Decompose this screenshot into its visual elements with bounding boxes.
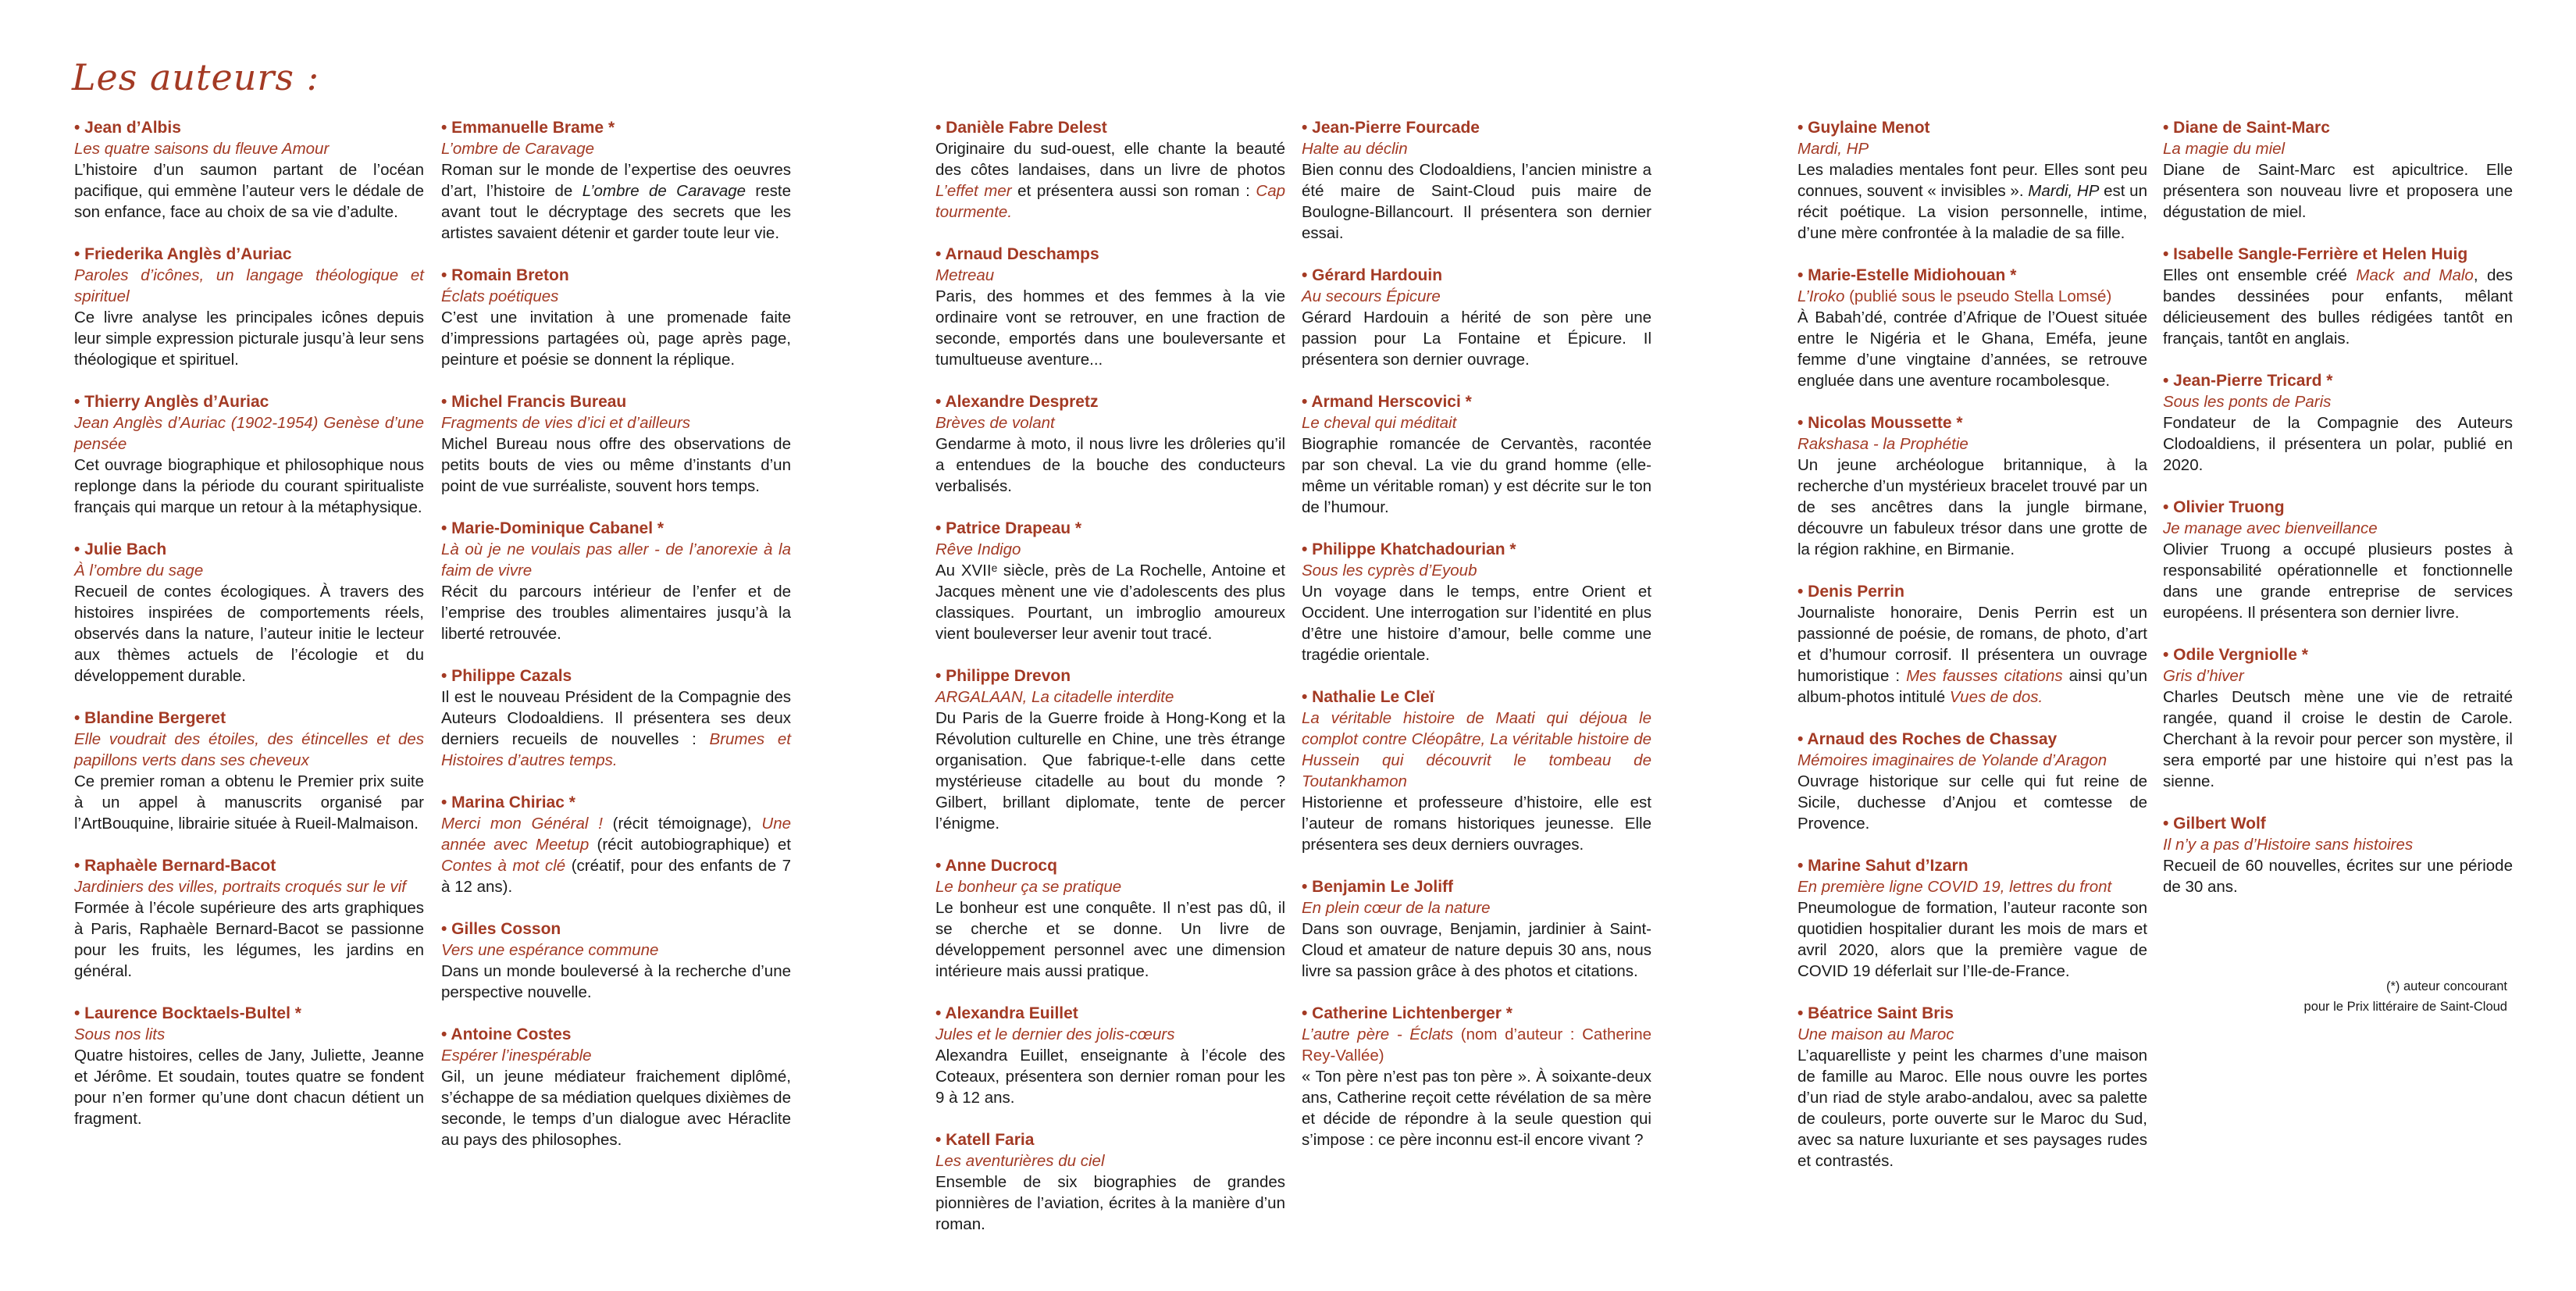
book-description xyxy=(441,687,791,771)
book-title-text: Sous nos lits xyxy=(74,1025,166,1043)
book-title-text: Paroles d’icônes, un langage théologique et spirituel xyxy=(74,266,424,305)
description-text: Biographie romancée de Cervantès, racontée par son cheval. La vie du grand homme (elle-même un véritable roman) y est décrite sur le ton de l’humour. xyxy=(1302,435,1651,516)
description-text: Formée à l’école supérieure des arts graphiques à Paris, Raphaèle Bernard-Bacot se passionne pour les fruits, les légumes, les jardins en général. xyxy=(74,899,424,980)
author-entry xyxy=(441,1024,791,1150)
book-description xyxy=(74,159,424,223)
book-description xyxy=(441,159,791,244)
book-title-text: Le cheval qui méditait xyxy=(1302,414,1457,432)
author-name: • Julie Bach xyxy=(74,540,167,558)
book-title-text: Sous les cyprès d’Eyoub xyxy=(1302,562,1477,580)
book-title xyxy=(935,876,1285,897)
book-description xyxy=(1797,307,2147,391)
author-entry xyxy=(2163,813,2513,897)
description-text: Pneumologue de formation, l’auteur raconte son quotidien hospitalier durant les mois de mars et avril 2020, alors que la première vague de COVID 19 déferlait sur l’Ile-de-France. xyxy=(1797,899,2147,980)
author-name: • Gérard Hardouin xyxy=(1302,266,1443,284)
book-title-text: Les aventurières du ciel xyxy=(935,1152,1105,1170)
book-title xyxy=(74,265,424,307)
author-name: • Friederika Anglès d’Auriac xyxy=(74,245,292,263)
author-column-5 xyxy=(1797,117,2147,1193)
author-entry xyxy=(1302,539,1651,665)
description-text: Ce premier roman a obtenu le Premier prix suite à un appel à manuscrits organisé par l’ArtBouquine, librairie située à Rueil-Malmaison. xyxy=(74,772,424,833)
book-title xyxy=(935,412,1285,433)
author-name: • Katell Faria xyxy=(935,1131,1035,1149)
description-text: Les maladies mentales font peur. Elles sont peu connues, souvent « invisibles ». xyxy=(1797,161,2147,200)
book-description xyxy=(935,138,1285,223)
description-title-ref: Histoires d’autres temps xyxy=(441,751,613,769)
description-title-ref: Une année avec Meetup xyxy=(441,815,791,854)
description-text: Michel Bureau nous offre des observations de petits bouts de vies ou même d’instants d’un point de vue surréaliste, souvent hors temps. xyxy=(441,435,791,495)
book-description xyxy=(74,1045,424,1129)
book-title xyxy=(935,687,1285,708)
book-title-text: Vers une espérance commune xyxy=(441,941,659,959)
book-title-text: Brèves de volant xyxy=(935,414,1055,432)
book-description xyxy=(935,1045,1285,1108)
book-description xyxy=(1797,1045,2147,1172)
author-entry xyxy=(935,1003,1285,1108)
book-title-text: Jules et le dernier des jolis-cœurs xyxy=(935,1025,1175,1043)
description-text: Un jeune archéologue britannique, à la recherche d’un mystérieux bracelet trouvé par un de ses ancêtres dans la jungle birmane, découvre un fabuleux trésor dans une grotte de la région rakhine, en Birmanie. xyxy=(1797,456,2147,558)
description-text: Cet ouvrage biographique et philosophique nous replonge dans la période du courant spiritualiste français qui marque un retour à la métaphysique. xyxy=(74,456,424,516)
book-title xyxy=(441,940,791,961)
author-name: • Marina Chiriac * xyxy=(441,794,575,811)
author-entry xyxy=(935,391,1285,497)
book-title-text: Fragments de vies d’ici et d’ailleurs xyxy=(441,414,691,432)
description-title-ref: et xyxy=(764,730,791,748)
book-description xyxy=(441,433,791,497)
book-title xyxy=(2163,518,2513,539)
book-description xyxy=(1302,159,1651,244)
book-title xyxy=(935,265,1285,286)
book-title xyxy=(74,1024,424,1045)
book-description xyxy=(2163,159,2513,223)
description-text: , des bandes dessinées pour enfants, mêlant délicieusement des bulles rédigées tantôt en français, tantôt en anglais. xyxy=(2163,266,2513,348)
description-title-ref: Brumes xyxy=(709,730,765,748)
book-description xyxy=(441,961,791,1003)
author-entry xyxy=(74,117,424,223)
book-description xyxy=(1302,1066,1651,1150)
book-description xyxy=(1797,771,2147,834)
author-name: • Anne Ducrocq xyxy=(935,857,1057,875)
author-entry xyxy=(1797,412,2147,560)
book-title xyxy=(1302,708,1651,792)
author-column-4 xyxy=(1302,117,1651,1172)
book-description xyxy=(935,433,1285,497)
book-description xyxy=(935,560,1285,644)
author-entry xyxy=(441,117,791,244)
author-name: • Raphaèle Bernard-Bacot xyxy=(74,857,276,875)
book-description xyxy=(441,581,791,644)
book-description xyxy=(2163,539,2513,623)
author-entry xyxy=(935,855,1285,982)
author-name: • Jean-Pierre Tricard * xyxy=(2163,372,2333,390)
book-description xyxy=(74,307,424,370)
author-name: • Catherine Lichtenberger * xyxy=(1302,1004,1512,1022)
author-entry xyxy=(1302,117,1651,244)
description-title-ref: L’ombre de Caravage xyxy=(582,182,746,200)
book-title xyxy=(935,1024,1285,1045)
footnote-line-1: (*) auteur concourant xyxy=(2385,979,2507,993)
description-text: Alexandra Euillet, enseignante à l’école des Coteaux, présentera son dernier roman pour les 9 à 12 ans. xyxy=(935,1047,1285,1107)
description-text: (récit témoignage), xyxy=(602,815,762,833)
book-title xyxy=(2163,391,2513,412)
author-entry xyxy=(74,708,424,834)
description-text: Olivier Truong a occupé plusieurs postes à responsabilité opérationnelle et fonctionnelle dans une grande entreprise de services européens. Il présentera son dernier livre. xyxy=(2163,540,2513,622)
book-title xyxy=(1797,876,2147,897)
book-title xyxy=(1302,412,1651,433)
author-entry xyxy=(935,1129,1285,1235)
description-text: (récit autobiographique) et xyxy=(589,836,792,854)
author-entry xyxy=(935,117,1285,223)
description-text: Dans son ouvrage, Benjamin, jardinier à Saint-Cloud et amateur de nature depuis 30 ans, nous livre sa passion grâce à des photos et citations. xyxy=(1302,920,1651,980)
author-name: • Thierry Anglès d’Auriac xyxy=(74,393,269,411)
description-text: Gendarme à moto, il nous livre les drôleries qu’il a entendues de la bouche des conducteurs verbalisés. xyxy=(935,435,1285,495)
book-description xyxy=(1302,918,1651,982)
author-name: • Antoine Costes xyxy=(441,1025,572,1043)
author-name: • Guylaine Menot xyxy=(1797,119,1930,137)
author-entry xyxy=(441,265,791,370)
description-text: L’histoire d’un saumon partant de l’océan pacifique, qui emmène l’auteur vers le dédale de son enfance, face au choix de sa vie d’adulte. xyxy=(74,161,424,221)
author-entry xyxy=(1302,1003,1651,1150)
book-title-text: Gris d’hiver xyxy=(2163,667,2244,685)
author-name: • Blandine Bergeret xyxy=(74,709,226,727)
author-entry xyxy=(1302,687,1651,855)
author-name: • Jean-Pierre Fourcade xyxy=(1302,119,1480,137)
author-entry xyxy=(2163,117,2513,223)
book-title-text: L’Iroko xyxy=(1797,287,1845,305)
book-description xyxy=(1797,602,2147,708)
book-title xyxy=(74,729,424,771)
description-text: reste avant tout le décryptage des secrets que les artistes savaient détenir et garder toute leur vie. xyxy=(441,182,791,242)
book-title xyxy=(441,412,791,433)
description-text: Originaire du sud-ouest, elle chante la beauté des côtes landaises, dans un livre de photos xyxy=(935,140,1285,179)
book-title-text: Les quatre saisons du fleuve Amour xyxy=(74,140,330,158)
author-column-3 xyxy=(935,117,1285,1256)
book-title xyxy=(1302,560,1651,581)
author-name: • Arnaud des Roches de Chassay xyxy=(1797,730,2058,748)
author-entry xyxy=(2163,244,2513,349)
author-entry xyxy=(74,855,424,982)
author-name: • Philippe Khatchadourian * xyxy=(1302,540,1516,558)
book-title xyxy=(441,1045,791,1066)
book-title-text: En plein cœur de la nature xyxy=(1302,899,1491,917)
author-name: • Laurence Bocktaels-Bultel * xyxy=(74,1004,301,1022)
book-description xyxy=(935,708,1285,834)
book-title xyxy=(2163,665,2513,687)
book-title-text: Halte au déclin xyxy=(1302,140,1408,158)
author-entry xyxy=(1797,1003,2147,1172)
book-title-text: La magie du miel xyxy=(2163,140,2286,158)
description-text: Journaliste honoraire, Denis Perrin est un passionné de poésie, de romans, de photo, d’art et d’humour corrosif. Il présentera un ouvrage humoristique : xyxy=(1797,604,2147,685)
description-title-ref: Vues de dos xyxy=(1949,688,2039,706)
description-text: Charles Deutsch mène une vie de retraité rangée, quand il croise le destin de Carole. Cherchant à la revoir pour percer son mystère, il sera emporté par une histoire qui n’est pas la sienne. xyxy=(2163,688,2513,790)
book-description xyxy=(935,897,1285,982)
book-description xyxy=(1797,897,2147,982)
book-title-text: Jardiniers des villes, portraits croqués sur le vif xyxy=(74,878,406,896)
book-title-text: Metreau xyxy=(935,266,995,284)
description-text: Quatre histoires, celles de Jany, Juliette, Jeanne et Jérôme. Et soudain, toutes quatre se fondent pour n’en former qu’une dont chacun détient un fragment. xyxy=(74,1047,424,1128)
author-entry xyxy=(441,792,791,897)
book-title-text: Au secours Épicure xyxy=(1302,287,1441,305)
author-entry xyxy=(2163,370,2513,476)
description-text: Gérard Hardouin a hérité de son père une passion pour La Fontaine et Épicure. Il présentera son dernier ouvrage. xyxy=(1302,308,1651,369)
description-text: Diane de Saint-Marc est apicultrice. Elle présentera son nouveau livre et proposera une dégustation de miel. xyxy=(2163,161,2513,221)
description-text: C’est une invitation à une promenade faite d’impressions partagées où, page après page, peinture et poésie se donnent la réplique. xyxy=(441,308,791,369)
author-entry xyxy=(441,391,791,497)
footnote-line-2: pour le Prix littéraire de Saint-Cloud xyxy=(2303,1000,2507,1014)
author-entry xyxy=(1797,581,2147,708)
author-entry xyxy=(441,665,791,771)
book-title xyxy=(1797,750,2147,771)
description-text: Ensemble de six biographies de grandes pionnières de l’aviation, écrites à la manière d’un roman. xyxy=(935,1173,1285,1233)
author-name: • Michel Francis Bureau xyxy=(441,393,627,411)
author-entry xyxy=(441,918,791,1003)
author-entry xyxy=(74,539,424,687)
book-title xyxy=(1797,1024,2147,1045)
description-text: (créatif, pour des enfants de 7 à 12 ans). xyxy=(441,857,791,896)
author-name: • Romain Breton xyxy=(441,266,569,284)
author-name: • Emmanuelle Brame * xyxy=(441,119,615,137)
book-title-text: Rakshasa - la Prophétie xyxy=(1797,435,1969,453)
author-entry xyxy=(1302,265,1651,370)
description-text: Du Paris de la Guerre froide à Hong-Kong et la Révolution culturelle en Chine, une très étrange organisation. Que fabrique-t-elle dans cette mystérieuse citadelle au bout du monde ? Gilbert, brillant diplomate, tente de percer l’énigme. xyxy=(935,709,1285,833)
author-name: • Gilles Cosson xyxy=(441,920,561,938)
description-text: Gil, un jeune médiateur fraichement diplômé, s’échappe de sa médiation quelques dixièmes de seconde, le temps d’un dialogue avec Héraclite au pays des philosophes. xyxy=(441,1068,791,1149)
book-description xyxy=(441,813,791,897)
author-name: • Jean d’Albis xyxy=(74,119,181,137)
description-text: ainsi qu’un album-photos intitulé xyxy=(1797,667,2147,706)
author-name: • Philippe Cazals xyxy=(441,667,572,685)
author-entry xyxy=(74,391,424,518)
book-title xyxy=(74,560,424,581)
book-description xyxy=(441,1066,791,1150)
author-entry xyxy=(935,665,1285,834)
book-title xyxy=(1302,286,1651,307)
author-name: • Gilbert Wolf xyxy=(2163,815,2266,833)
author-name: • Denis Perrin xyxy=(1797,583,1904,601)
description-text: Ouvrage historique sur celle qui fut reine de Sicile, duchesse d’Anjou et comtesse de Provence. xyxy=(1797,772,2147,833)
description-title-ref: Mardi, HP xyxy=(2028,182,2100,200)
book-title-text: À l’ombre du sage xyxy=(74,562,204,580)
book-title-note: (nom d’auteur : Catherine Rey-Vallée) xyxy=(1302,1025,1652,1065)
book-title xyxy=(441,539,791,581)
description-text: « Ton père n’est pas ton père ». À soixante-deux ans, Catherine reçoit cette révélation de sa mère et décide de répondre à la seule question qui s’impose : ce père inconnu est-il encore vivant ? xyxy=(1302,1068,1651,1149)
author-name: • Marie-Dominique Cabanel * xyxy=(441,519,664,537)
book-title-text: Elle voudrait des étoiles, des étincelles et des papillons verts dans ses cheveux xyxy=(74,730,424,769)
author-name: • Armand Herscovici * xyxy=(1302,393,1472,411)
book-title xyxy=(74,138,424,159)
book-title xyxy=(1797,138,2147,159)
book-title xyxy=(1302,1024,1651,1066)
description-text: Recueil de contes écologiques. À travers des histoires inspirées de comportements réels, observés dans la nature, l’auteur initie le lecteur aux thèmes actuels de l’écologie et du développement durable. xyxy=(74,583,424,685)
book-description xyxy=(935,1172,1285,1235)
description-text: Un voyage dans le temps, entre Orient et Occident. Une interrogation sur l’identité en plus d’être une histoire d’amour, belle comme une tragédie orientale. xyxy=(1302,583,1651,664)
author-column-2 xyxy=(441,117,791,1172)
author-entry xyxy=(2163,497,2513,623)
book-title xyxy=(2163,138,2513,159)
author-entry xyxy=(441,518,791,644)
author-name: • Marine Sahut d’Izarn xyxy=(1797,857,1969,875)
author-name: • Marie-Estelle Midiohouan * xyxy=(1797,266,2017,284)
description-title-ref: Mack and Malo xyxy=(2356,266,2474,284)
book-description xyxy=(1302,581,1651,665)
book-title xyxy=(1797,433,2147,455)
book-title-text: L’ombre de Caravage xyxy=(441,140,595,158)
book-title xyxy=(935,1150,1285,1172)
page-title: Les auteurs : xyxy=(72,56,320,98)
author-name: • Nicolas Moussette * xyxy=(1797,414,1963,432)
description-title-ref: Merci mon Général ! xyxy=(441,815,603,833)
book-title xyxy=(1797,286,2147,307)
description-text: Récit du parcours intérieur de l’enfer et de l’emprise des troubles alimentaires jusqu’à la liberté retrouvée. xyxy=(441,583,791,643)
book-title xyxy=(74,412,424,455)
description-text: À Babah’dé, contrée d’Afrique de l’Ouest située entre le Nigéria et le Ghana, Eméfa, jeune femme d’une vingtaine d’années, se retrouve engluée dans une aventure rocambolesque. xyxy=(1797,308,2147,390)
book-description xyxy=(2163,412,2513,476)
book-title-text: Sous les ponts de Paris xyxy=(2163,393,2332,411)
author-entry xyxy=(935,518,1285,644)
book-description xyxy=(1797,455,2147,560)
book-title-text: Espérer l’inespérable xyxy=(441,1047,592,1065)
book-title-text: Mardi, HP xyxy=(1797,140,1869,158)
book-title xyxy=(2163,834,2513,855)
author-name: • Patrice Drapeau * xyxy=(935,519,1082,537)
description-title-ref: L’effet mer xyxy=(935,182,1012,200)
author-name: • Olivier Truong xyxy=(2163,498,2285,516)
description-text: Dans un monde bouleversé à la recherche d’une perspective nouvelle. xyxy=(441,962,791,1001)
description-text: Au XVIIᵉ siècle, près de La Rochelle, Antoine et Jacques mènent une vie d’adolescents des plus classiques. Pourtant, un imbroglio amoureux vient bouleverser leur avenir tout tracé. xyxy=(935,562,1285,643)
author-entry xyxy=(1797,117,2147,244)
description-text: Roman sur le monde de l’expertise des oeuvres d’art, l’histoire de xyxy=(441,161,791,200)
book-title-text: En première ligne COVID 19, lettres du front xyxy=(1797,878,2112,896)
book-title xyxy=(1302,897,1651,918)
author-entry xyxy=(1797,855,2147,982)
author-name: • Danièle Fabre Delest xyxy=(935,119,1107,137)
author-entry xyxy=(1302,876,1651,982)
author-name: • Alexandra Euillet xyxy=(935,1004,1078,1022)
description-text: Bien connu des Clodoaldiens, l’ancien ministre a été maire de Saint-Cloud puis maire de Boulogne-Billancourt. Il présentera son dernier essai. xyxy=(1302,161,1651,242)
book-description xyxy=(935,286,1285,370)
book-title-text: Mémoires imaginaires de Yolande d’Aragon xyxy=(1797,751,2107,769)
description-text: et présentera aussi son roman : xyxy=(1011,182,1256,200)
author-column-6 xyxy=(2163,117,2513,918)
description-title-ref: . xyxy=(1007,203,1013,221)
description-text: Fondateur de la Compagnie des Auteurs Clodoaldiens, il présentera un polar, publié en 2020. xyxy=(2163,414,2513,474)
author-name: • Odile Vergniolle * xyxy=(2163,646,2308,664)
book-title-text: Jean Anglès d’Auriac (1902-1954) Genèse d’une pensée xyxy=(74,414,424,453)
book-title xyxy=(1302,138,1651,159)
book-description xyxy=(1302,792,1651,855)
description-text: Paris, des hommes et des femmes à la vie ordinaire vont se retrouver, en une fraction de seconde, emportés dans une bouleversante et tumultueuse aventure... xyxy=(935,287,1285,369)
book-title xyxy=(935,539,1285,560)
book-description xyxy=(1302,307,1651,370)
description-text: est un récit poétique. La vision personnelle, intime, d’une mère confrontée à la maladie de sa fille. xyxy=(1797,182,2147,242)
book-title-text: Éclats poétiques xyxy=(441,287,559,305)
book-description xyxy=(74,455,424,518)
book-description xyxy=(2163,265,2513,349)
author-entry xyxy=(1797,265,2147,391)
book-title xyxy=(74,876,424,897)
author-name: • Arnaud Deschamps xyxy=(935,245,1099,263)
author-entry xyxy=(1302,391,1651,518)
description-text: Ce livre analyse les principales icônes depuis leur simple expression picturale jusqu’à leur sens théologique et spirituel. xyxy=(74,308,424,369)
book-description xyxy=(2163,687,2513,792)
author-name: • Béatrice Saint Bris xyxy=(1797,1004,1954,1022)
book-title-text: Le bonheur ça se pratique xyxy=(935,878,1122,896)
book-title-text: ARGALAAN, La citadelle interdite xyxy=(935,688,1174,706)
book-description xyxy=(74,897,424,982)
description-text: Elles ont ensemble créé xyxy=(2163,266,2357,284)
author-name: • Nathalie Le Cleï xyxy=(1302,688,1434,706)
book-description xyxy=(74,771,424,834)
author-entry xyxy=(2163,644,2513,792)
author-entry xyxy=(74,1003,424,1129)
description-text: Le bonheur est une conquête. Il n’est pas dû, il se cherche et se donne. Un livre de développement personnel avec une dimension intérieure mais aussi pratique. xyxy=(935,899,1285,980)
author-name: • Alexandre Despretz xyxy=(935,393,1099,411)
book-title-text: Rêve Indigo xyxy=(935,540,1021,558)
book-title-text: Là où je ne voulais pas aller - de l’anorexie à la faim de vivre xyxy=(441,540,791,580)
book-title xyxy=(441,138,791,159)
book-title-text: Une maison au Maroc xyxy=(1797,1025,1954,1043)
author-name: • Benjamin Le Joliff xyxy=(1302,878,1454,896)
description-title-ref: Cap tourmente xyxy=(935,182,1285,221)
footnote xyxy=(2304,976,2507,1017)
description-title-ref: . xyxy=(2038,688,2043,706)
book-description xyxy=(74,581,424,687)
book-title xyxy=(441,286,791,307)
description-text: Il est le nouveau Président de la Compagnie des Auteurs Clodoaldiens. Il présentera ses deux derniers recueils de nouvelles : xyxy=(441,688,791,748)
author-entry xyxy=(74,244,424,370)
book-description xyxy=(2163,855,2513,897)
author-name: • Isabelle Sangle-Ferrière et Helen Huig xyxy=(2163,245,2468,263)
description-text: L’aquarelliste y peint les charmes d’une maison de famille au Maroc. Elle nous ouvre les portes d’un riad de style arabo-andalou, avec sa palette de couleurs, porte ouverte sur le Maroc du Sud, avec sa nature luxuriante et ses paysages rudes et contrastés. xyxy=(1797,1047,2147,1170)
book-title-note: (publié sous le pseudo Stella Lomsé) xyxy=(1844,287,2112,305)
author-entry xyxy=(935,244,1285,370)
book-title-text: La véritable histoire de Maati qui déjoua le complot contre Cléopâtre, La véritable histoire de Hussein qui découvrit le tombeau de Toutankhamon xyxy=(1302,709,1651,790)
description-title-ref: Mes fausses citations xyxy=(1906,667,2063,685)
author-name: • Diane de Saint-Marc xyxy=(2163,119,2330,137)
author-entry xyxy=(1797,729,2147,834)
book-description xyxy=(1302,433,1651,518)
description-title-ref: . xyxy=(612,751,618,769)
book-title-text: L’autre père - Éclats xyxy=(1302,1025,1454,1043)
description-title-ref: Contes à mot clé xyxy=(441,857,566,875)
description-text: Recueil de 60 nouvelles, écrites sur une période de 30 ans. xyxy=(2163,857,2513,896)
book-description xyxy=(441,307,791,370)
description-text: Historienne et professeure d’histoire, elle est l’auteur de romans historiques jeunesse. Elle présentera ses deux derniers ouvrages. xyxy=(1302,794,1651,854)
book-title-text: Il n’y a pas d’Histoire sans histoires xyxy=(2163,836,2414,854)
author-column-1 xyxy=(74,117,424,1150)
book-title-text: Je manage avec bienveillance xyxy=(2163,519,2378,537)
author-name: • Philippe Drevon xyxy=(935,667,1071,685)
book-description xyxy=(1797,159,2147,244)
